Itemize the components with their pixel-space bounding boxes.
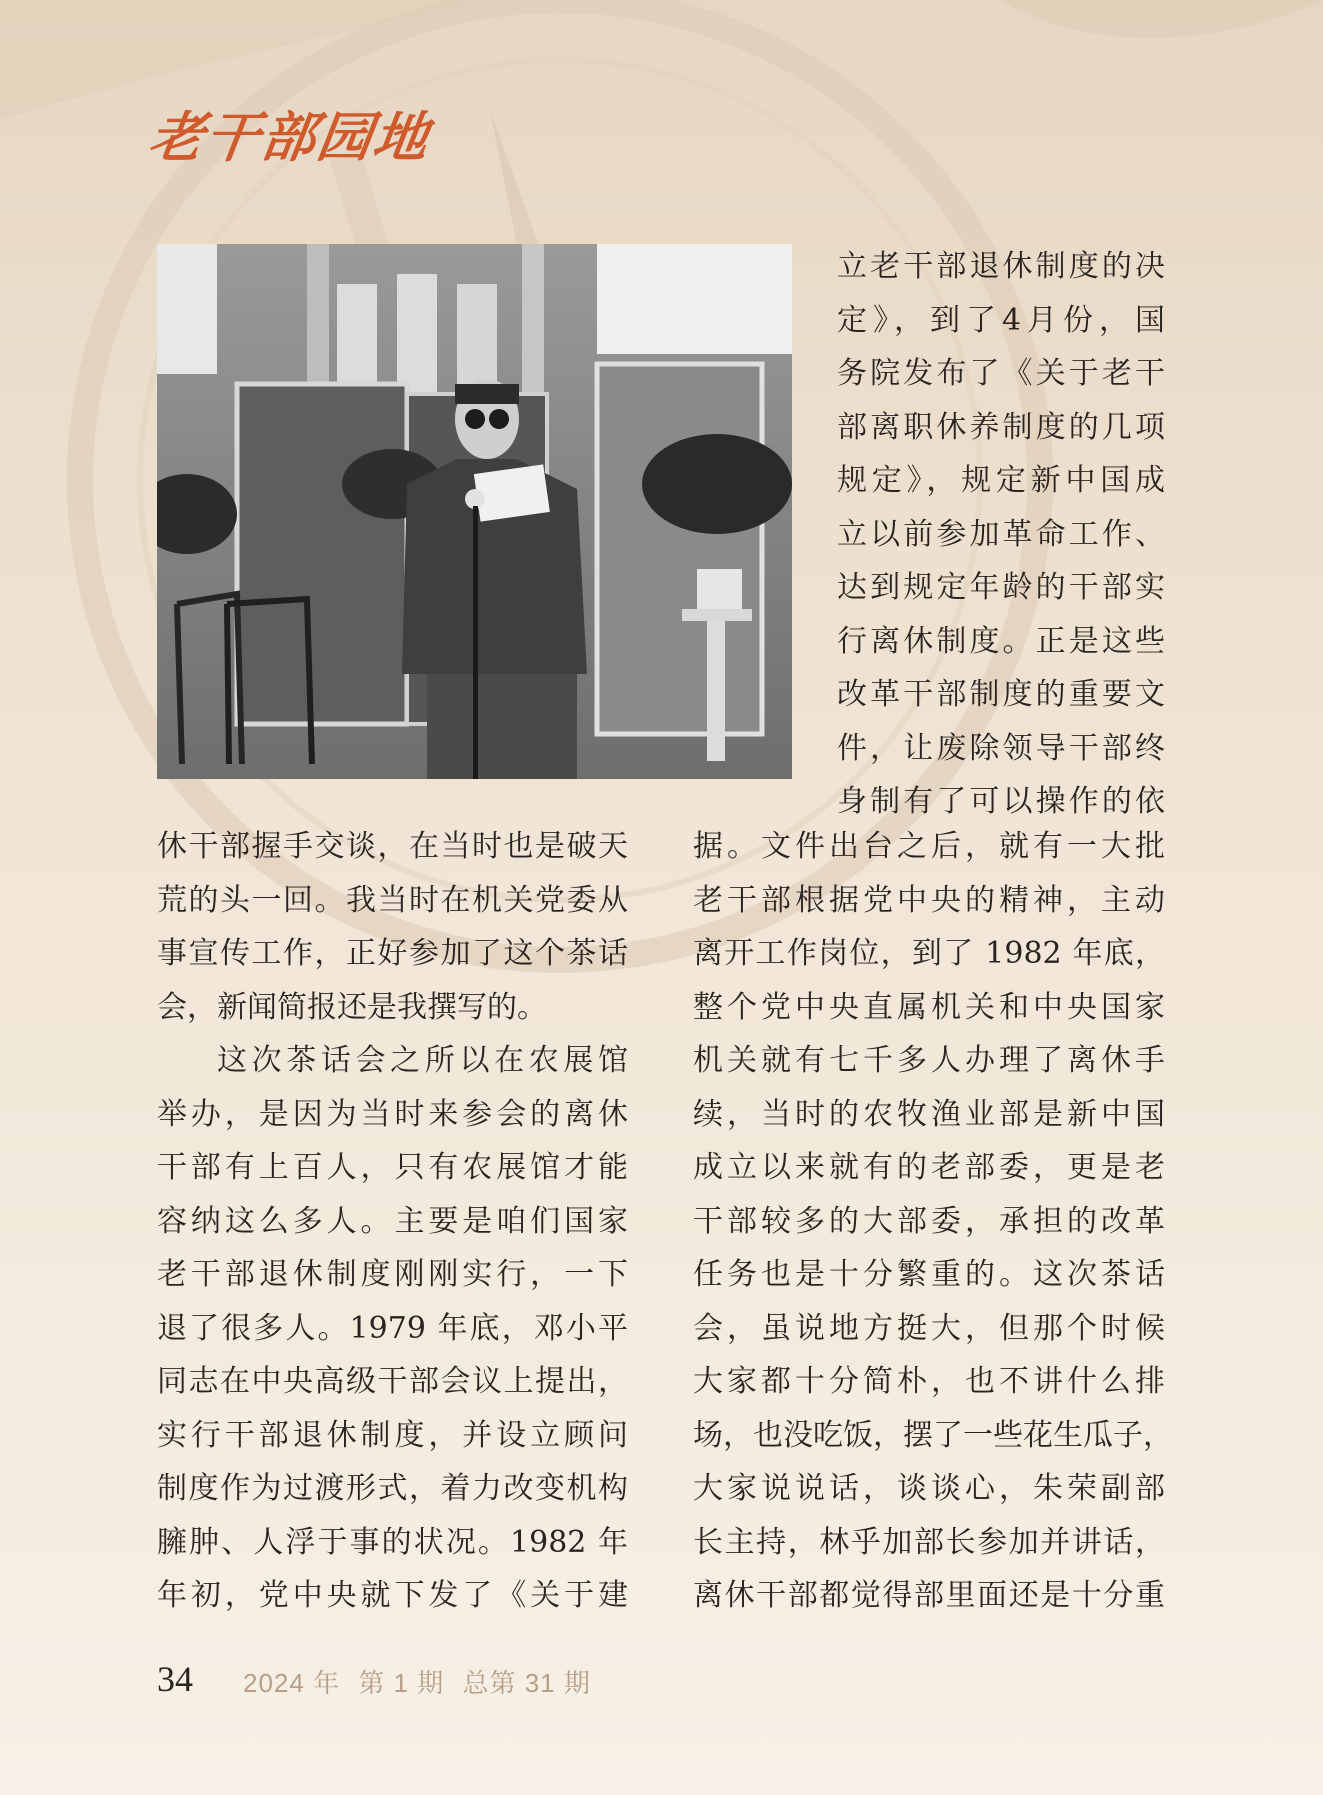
text-line: 定》，到了4月份，国 — [837, 302, 1165, 338]
text-line: 干部有上百人，只有农展馆才能 — [157, 1150, 628, 1185]
text-line: 规定》，规定新中国成 — [837, 463, 1165, 498]
text-line: 退了很多人。1979 年底，邓小平 — [157, 1310, 628, 1346]
issue-year: 2024 年 — [243, 1668, 341, 1698]
text-line: 臃肿、人浮于事的状况。1982 年 — [157, 1524, 628, 1560]
text-column-left — [157, 820, 628, 1623]
text-line: 立老干部退休制度的决 — [837, 249, 1165, 284]
masthead-logo: 老干部园地 — [145, 106, 434, 169]
text-line: 据。文件出台之后，就有一大批 — [693, 829, 1165, 864]
text-line: 休干部握手交谈，在当时也是破天 — [157, 829, 628, 864]
text-line: 行离休制度。正是这些 — [837, 623, 1165, 659]
text-line: 老干部退休制度刚刚实行，一下 — [157, 1257, 628, 1292]
text-line: 部离职休养制度的几项 — [837, 409, 1165, 445]
text-line: 干部较多的大部委，承担的改革 — [693, 1203, 1165, 1239]
text-line: 年初，党中央就下发了《关于建 — [157, 1578, 628, 1613]
text-line: 立以前参加革命工作、 — [837, 516, 1165, 552]
text-line: 场，也没吃饭，摆了一些花生瓜子， — [693, 1417, 1173, 1453]
issue-number: 第 1 期 — [358, 1668, 445, 1698]
text-line: 制度作为过渡形式，着力改变机构 — [157, 1471, 628, 1506]
text-line: 荒的头一回。我当时在机关党委从 — [157, 882, 628, 918]
text-line: 达到规定年龄的干部实 — [837, 570, 1165, 605]
text-column-top-right — [837, 240, 1165, 829]
text-line: 离休干部都觉得部里面还是十分重 — [693, 1578, 1165, 1613]
text-line: 身制有了可以操作的依 — [837, 784, 1165, 819]
issue-total: 总第 31 期 — [462, 1668, 591, 1698]
text-line: 实行干部退休制度，并设立顾问 — [157, 1417, 628, 1453]
text-line: 续，当时的农牧渔业部是新中国 — [693, 1096, 1165, 1132]
text-line: 改革干部制度的重要文 — [837, 677, 1165, 712]
text-column-right — [693, 820, 1173, 1623]
page-number: 34 — [157, 1659, 193, 1699]
text-line: 成立以来就有的老部委，更是老 — [693, 1150, 1165, 1185]
text-line: 大家说说话，谈谈心，朱荣副部 — [693, 1471, 1165, 1506]
text-line: 老干部根据党中央的精神，主动 — [693, 882, 1165, 918]
issue-info — [243, 1663, 601, 1700]
text-line: 机关就有七千多人办理了离休手 — [693, 1043, 1165, 1078]
text-line: 长主持，林乎加部长参加并讲话， — [693, 1524, 1165, 1560]
text-line: 整个党中央直属机关和中央国家 — [693, 989, 1165, 1025]
text-line: 会，虽说地方挺大，但那个时候 — [693, 1310, 1165, 1346]
text-line: 会，新闻简报还是我撰写的。 — [157, 989, 547, 1025]
text-line: 件，让废除领导干部终 — [837, 730, 1165, 766]
text-line: 务院发布了《关于老干 — [837, 356, 1165, 391]
text-line: 任务也是十分繁重的。这次茶话 — [693, 1257, 1165, 1292]
text-line: 这次茶话会之所以在农展馆 — [217, 1043, 628, 1078]
text-line: 举办，是因为当时来参会的离休 — [157, 1096, 628, 1132]
speaker-at-microphone-photo-icon — [157, 244, 792, 779]
text-line: 离开工作岗位，到了 1982 年底， — [693, 936, 1165, 971]
text-line: 事宣传工作，正好参加了这个茶话 — [157, 936, 628, 971]
text-line: 容纳这么多人。主要是咱们国家 — [157, 1203, 628, 1239]
text-line: 同志在中央高级干部会议上提出， — [157, 1364, 628, 1399]
text-line: 大家都十分简朴，也不讲什么排 — [693, 1364, 1165, 1399]
